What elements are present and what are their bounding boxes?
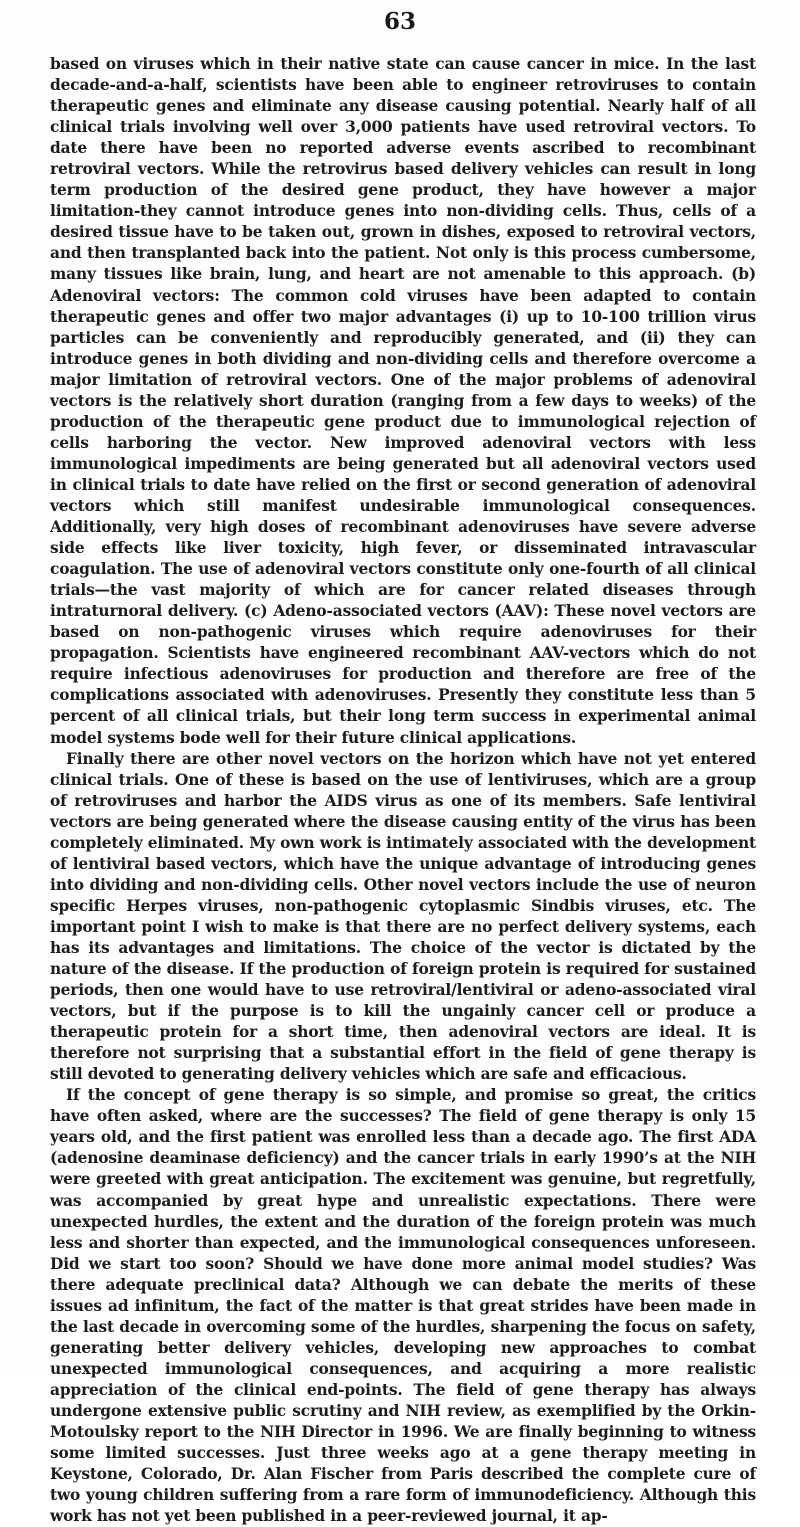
paragraph-3: If the concept of gene therapy is so simple, and promise so great, the critics have often asked, where are the successes? The field of gene therapy is only 15 years old, and the first patient was enrolled less than a decade ago. The first ADA (adenosine deaminase deficiency) and the cancer trials in early 1990’s at the NIH were greeted with great anticipation. The excitement was genuine, but regretfully, was accompanied by great hype and unrealistic expectations. There were unexpected hurdles, the extent and the duration of the foreign protein was much less and shorter than expected, and the immunological consequences unforeseen. Did we start too soon? Should we have done more animal model studies? Was there adequate preclinical data? Although we can debate the merits of these issues ad infinitum, the fact of the matter is that great strides have been made in the last decade in overcoming some of the hurdles, sharpening the focus on safety, generating better delivery vehicles, developing new approaches to combat unexpected immunological consequences, and acquiring a more realistic appreciation of the clinical end-points. The field of gene therapy has always undergone extensive public scrutiny and NIH review, as exemplified by the Orkin-Motoulsky report to the NIH Director in 1996. We are finally beginning to witness some limited successes. Just three weeks ago at a gene therapy meeting in Keystone, Colorado, Dr. Alan Fischer from Paris described the complete cure of two young children suffering from a rare form of immunodeficiency. Although this work has not yet been published in a peer-reviewed journal, it ap- (50, 1086, 756, 1526)
body-text (50, 54, 756, 1527)
paragraph-1: based on viruses which in their native state can cause cancer in mice. In the last decade-and-a-half, scientists have been able to engineer retroviruses to contain therapeutic genes and eliminate any disease causing potential. Nearly half of all clinical trials involving well over 3,000 patients have used retroviral vectors. To date there have been no reported adverse events ascribed to recombinant retroviral vectors. While the retrovirus based delivery vehicles can result in long term production of the desired gene product, they have however a major limitation-they cannot introduce genes into non-dividing cells. Thus, cells of a desired tissue have to be taken out, grown in dishes, exposed to retroviral vectors, and then transplanted back into the patient. Not only is this process cumbersome, many tissues like brain, lung, and heart are not amenable to this approach. (b) Adenoviral vectors: The common cold viruses have been adapted to contain therapeutic genes and offer two major advantages (i) up to 10-100 trillion virus particles can be conveniently and reproducibly generated, and (ii) they can introduce genes in both dividing and non-dividing cells and therefore overcome a major limitation of retroviral vectors. One of the major problems of adenoviral vectors is the relatively short duration (ranging from a few days to weeks) of the production of the therapeutic gene product due to immunological rejection of cells harboring the vector. New improved adenoviral vectors with less immunological impediments are being generated but all adenoviral vectors used in clinical trials to date have relied on the first or second generation of adenoviral vectors which still manifest undesirable immunological consequences. Additionally, very high doses of recombinant adenoviruses have severe adverse side effects like liver toxicity, high fever, or disseminated intravascular coagulation. The use of adenoviral vectors constitute only one-fourth of all clinical trials—the vast majority of which are for cancer related diseases through intraturnoral delivery. (c) Adeno-associated vectors (AAV): These novel vectors are based on non-pathogenic viruses which require adenoviruses for their propagation. Scientists have engineered recombinant AAV-vectors which do not require infectious adenoviruses for production and therefore are free of the complications associated with adenoviruses. Presently they constitute less than 5 percent of all clinical trials, but their long term success in experimental animal model systems bode well for their future clinical applications. (50, 55, 756, 747)
page-number: 63 (383, 8, 416, 35)
paragraph-2: Finally there are other novel vectors on the horizon which have not yet entered clinical trials. One of these is based on the use of lentiviruses, which are a group of retroviruses and harbor the AIDS virus as one of its members. Safe lentiviral vectors are being generated where the disease causing entity of the virus has been completely eliminated. My own work is intimately associated with the development of lentiviral based vectors, which have the unique advantage of introducing genes into dividing and non-dividing cells. Other novel vectors include the use of neuron specific Herpes viruses, non-pathogenic cytoplasmic Sindbis viruses, etc. The important point I wish to make is that there are no perfect delivery systems, each has its advantages and limitations. The choice of the vector is dictated by the nature of the disease. If the production of foreign protein is required for sustained periods, then one would have to use retroviral/lentiviral or adeno-associated viral vectors, but if the purpose is to kill the ungainly cancer cell or produce a therapeutic protein for a short time, then adenoviral vectors are ideal. It is therefore not surprising that a substantial effort in the field of gene therapy is still devoted to generating delivery vehicles which are safe and efficacious. (50, 749, 756, 1084)
